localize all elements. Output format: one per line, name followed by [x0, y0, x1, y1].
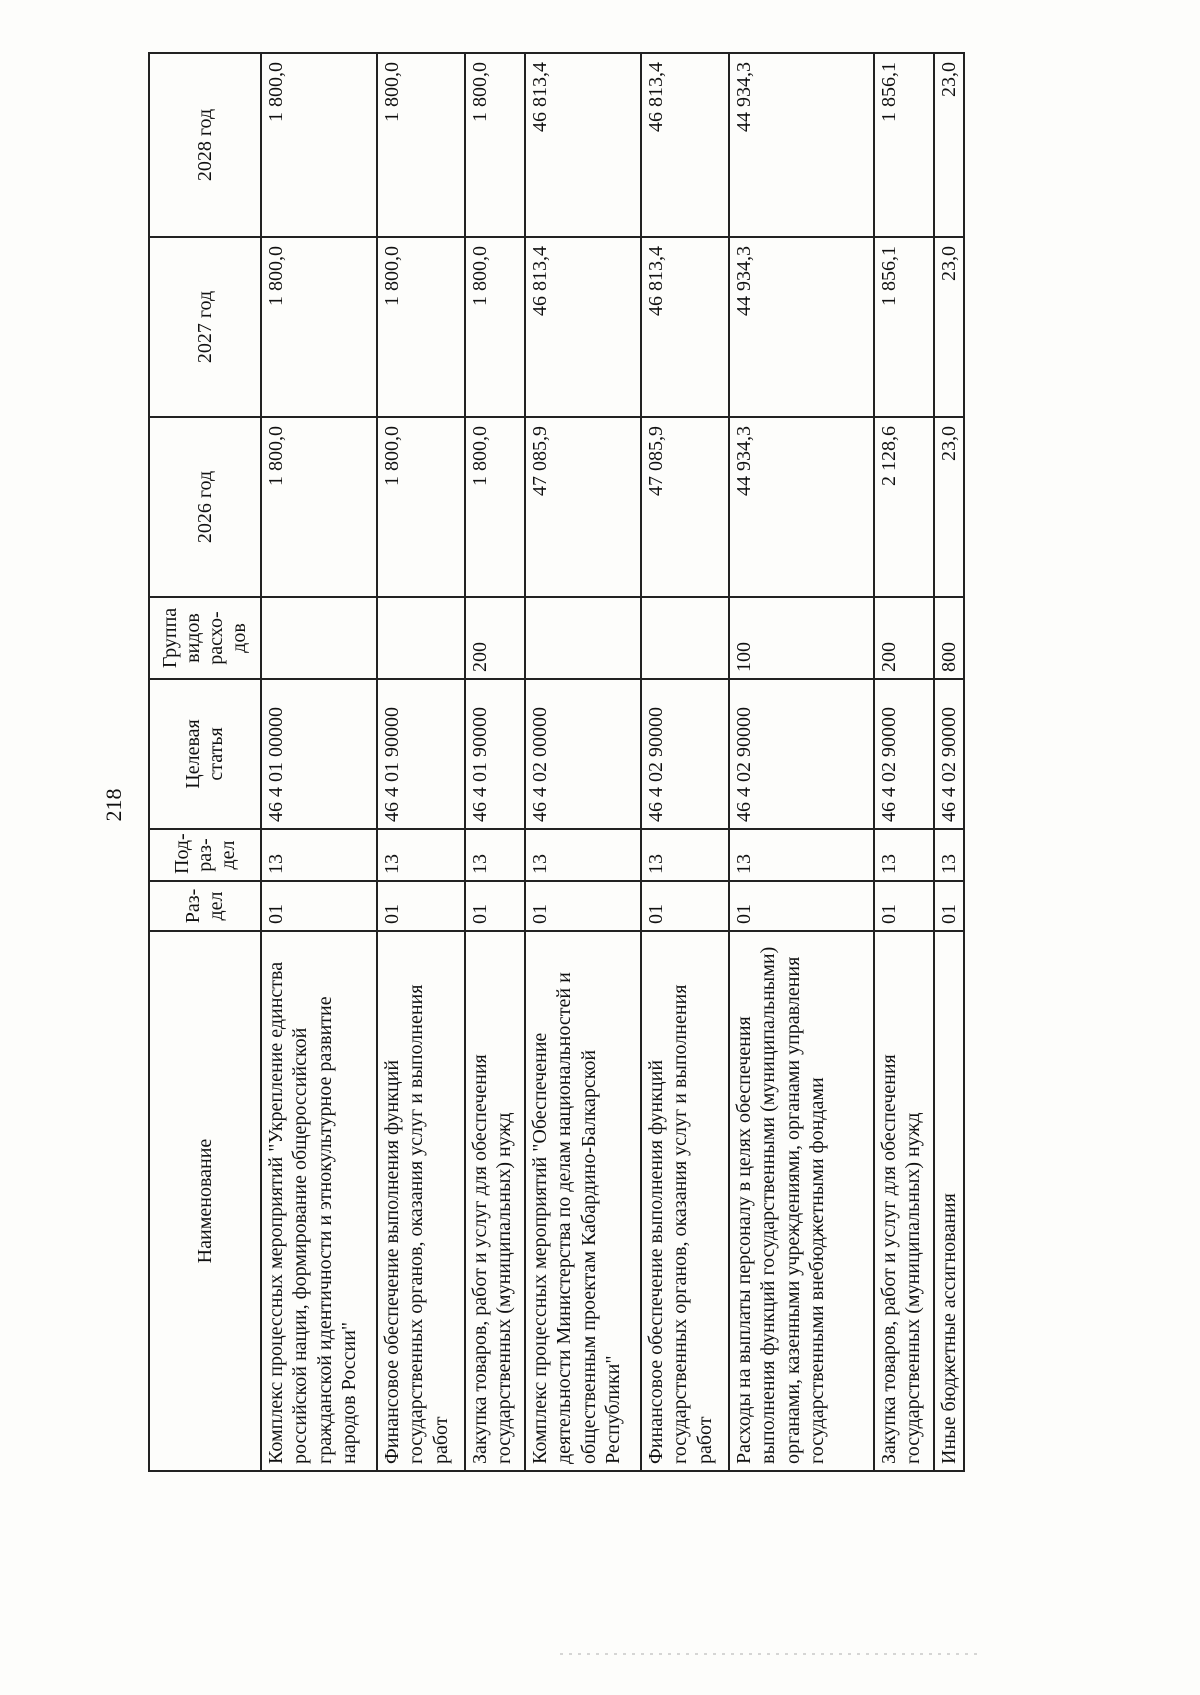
cell-y2027: 44 934,3 — [729, 237, 874, 417]
cell-group — [641, 597, 729, 679]
cell-group: 200 — [874, 597, 934, 679]
cell-target: 46 4 02 90000 — [934, 679, 964, 829]
cell-name: Комплекс процессных мероприятий "Укрепление единства российской нации, формирование общероссийской гражданской идентичности и этнокультурное развитие народов России" — [261, 931, 377, 1471]
cell-y2028: 46 813,4 — [641, 53, 729, 237]
rotated-table-container — [148, 54, 960, 1472]
cell-y2028: 44 934,3 — [729, 53, 874, 237]
table-header-row — [149, 53, 261, 1471]
cell-y2027: 46 813,4 — [641, 237, 729, 417]
cell-target: 46 4 02 90000 — [641, 679, 729, 829]
table-row — [261, 53, 377, 1471]
header-razdel: Раз- дел — [149, 881, 261, 931]
cell-y2026: 1 800,0 — [261, 417, 377, 597]
header-2026: 2026 год — [149, 417, 261, 597]
cell-y2028: 1 800,0 — [465, 53, 525, 237]
cell-y2027: 23,0 — [934, 237, 964, 417]
header-2027: 2027 год — [149, 237, 261, 417]
cell-target: 46 4 02 00000 — [525, 679, 641, 829]
cell-group: 800 — [934, 597, 964, 679]
cell-group: 200 — [465, 597, 525, 679]
cell-group — [377, 597, 465, 679]
cell-y2026: 44 934,3 — [729, 417, 874, 597]
table-row — [934, 53, 964, 1471]
cell-target: 46 4 01 00000 — [261, 679, 377, 829]
header-name: Наименование — [149, 931, 261, 1471]
cell-razdel: 01 — [465, 881, 525, 931]
cell-y2027: 1 800,0 — [377, 237, 465, 417]
cell-y2027: 46 813,4 — [525, 237, 641, 417]
cell-name: Закупка товаров, работ и услуг для обеспечения государственных (муниципальных) нужд — [874, 931, 934, 1471]
rotated-table-sheet — [148, 54, 960, 1472]
cell-razdel: 01 — [641, 881, 729, 931]
cell-y2028: 1 800,0 — [261, 53, 377, 237]
cell-y2027: 1 800,0 — [261, 237, 377, 417]
cell-target: 46 4 01 90000 — [377, 679, 465, 829]
table-row — [874, 53, 934, 1471]
cell-podrazdel: 13 — [729, 829, 874, 881]
cell-y2026: 2 128,6 — [874, 417, 934, 597]
cell-y2026: 47 085,9 — [641, 417, 729, 597]
scan-noise-dots — [560, 1653, 980, 1655]
table-row — [729, 53, 874, 1471]
cell-podrazdel: 13 — [641, 829, 729, 881]
cell-target: 46 4 01 90000 — [465, 679, 525, 829]
cell-y2026: 47 085,9 — [525, 417, 641, 597]
cell-podrazdel: 13 — [525, 829, 641, 881]
cell-razdel: 01 — [261, 881, 377, 931]
cell-razdel: 01 — [377, 881, 465, 931]
cell-y2028: 1 856,1 — [874, 53, 934, 237]
cell-group — [525, 597, 641, 679]
cell-y2026: 23,0 — [934, 417, 964, 597]
cell-name: Иные бюджетные ассигнования — [934, 931, 964, 1471]
header-podrazdel: Под- раз- дел — [149, 829, 261, 881]
cell-razdel: 01 — [874, 881, 934, 931]
table-row — [641, 53, 729, 1471]
cell-y2027: 1 856,1 — [874, 237, 934, 417]
cell-name: Финансовое обеспечение выполнения функций государственных органов, оказания услуг и выполнения работ — [641, 931, 729, 1471]
cell-y2027: 1 800,0 — [465, 237, 525, 417]
cell-name: Расходы на выплаты персоналу в целях обеспечения выполнения функций государственными (муниципальными) органами, казенными учреждениями, органами управления государственными внебюджетными фондами — [729, 931, 874, 1471]
table-row — [377, 53, 465, 1471]
cell-podrazdel: 13 — [465, 829, 525, 881]
cell-group: 100 — [729, 597, 874, 679]
cell-group — [261, 597, 377, 679]
cell-y2026: 1 800,0 — [377, 417, 465, 597]
header-2028: 2028 год — [149, 53, 261, 237]
header-group: Группа видов расхо- дов — [149, 597, 261, 679]
table-row — [525, 53, 641, 1471]
cell-razdel: 01 — [729, 881, 874, 931]
cell-podrazdel: 13 — [377, 829, 465, 881]
cell-name: Закупка товаров, работ и услуг для обеспечения государственных (муниципальных) нужд — [465, 931, 525, 1471]
page-number: 218 — [101, 788, 126, 822]
budget-table — [148, 52, 965, 1472]
cell-name: Комплекс процессных мероприятий "Обеспечение деятельности Министерства по делам национальностей и общественным проектам Кабардино-Балкарской Республики" — [525, 931, 641, 1471]
cell-target: 46 4 02 90000 — [729, 679, 874, 829]
table-row — [465, 53, 525, 1471]
cell-y2028: 1 800,0 — [377, 53, 465, 237]
cell-podrazdel: 13 — [934, 829, 964, 881]
cell-podrazdel: 13 — [261, 829, 377, 881]
cell-y2028: 46 813,4 — [525, 53, 641, 237]
cell-name: Финансовое обеспечение выполнения функций государственных органов, оказания услуг и выполнения работ — [377, 931, 465, 1471]
cell-y2028: 23,0 — [934, 53, 964, 237]
cell-target: 46 4 02 90000 — [874, 679, 934, 829]
cell-razdel: 01 — [934, 881, 964, 931]
header-target: Целевая статья — [149, 679, 261, 829]
cell-podrazdel: 13 — [874, 829, 934, 881]
cell-razdel: 01 — [525, 881, 641, 931]
cell-y2026: 1 800,0 — [465, 417, 525, 597]
